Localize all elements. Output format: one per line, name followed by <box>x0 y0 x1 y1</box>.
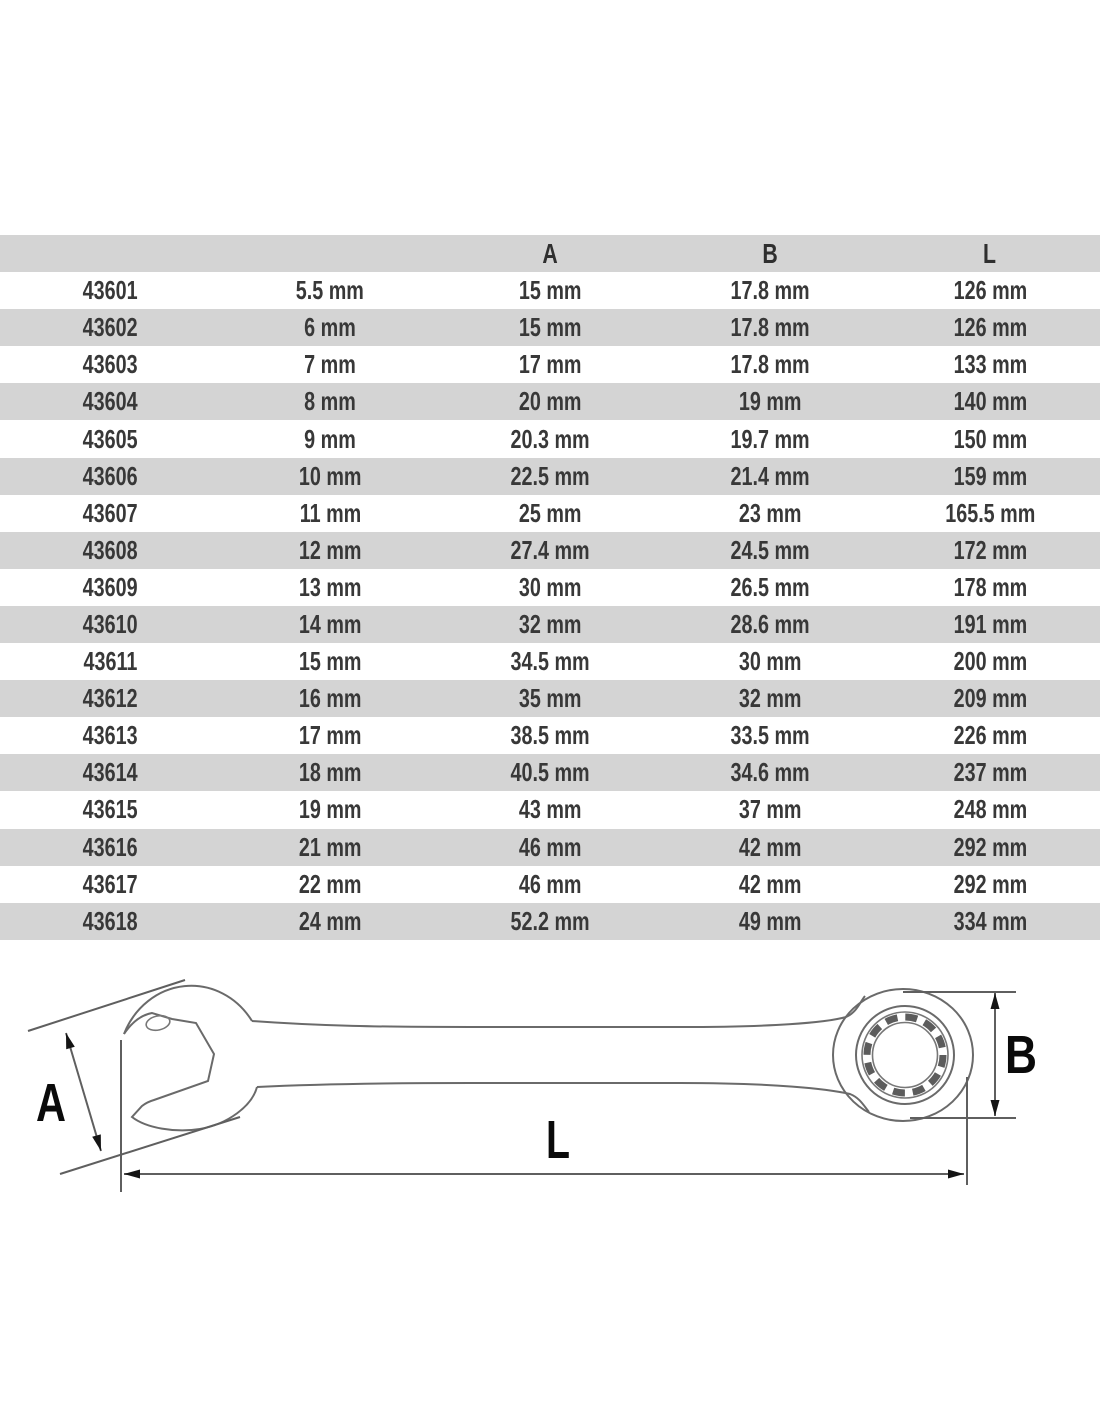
table-cell <box>220 383 440 420</box>
table-cell <box>220 754 440 791</box>
table-cell-text: 43608 <box>82 534 138 565</box>
table-cell <box>440 791 660 828</box>
table-cell <box>0 643 220 680</box>
dim-a-arrowhead-top <box>66 1033 75 1049</box>
wrench-ratchet-insert-circle <box>862 1012 948 1098</box>
table-cell <box>880 680 1100 717</box>
table-cell-text: 248 mm <box>953 794 1027 825</box>
table-cell-text: 126 mm <box>953 275 1027 306</box>
table-cell-text: 28.6 mm <box>730 608 810 639</box>
dim-label-b: B <box>1005 1025 1037 1085</box>
table-row <box>0 495 1100 532</box>
table-cell <box>220 866 440 903</box>
table-cell-text: 43607 <box>82 497 138 528</box>
table-row <box>0 680 1100 717</box>
table-cell-text: 49 mm <box>738 905 802 936</box>
table-cell <box>440 346 660 383</box>
table-cell-text: 27.4 mm <box>510 534 590 565</box>
table-cell-text: 22.5 mm <box>510 460 590 491</box>
table-cell-text: 21 mm <box>298 831 362 862</box>
table-cell-text: 30 mm <box>738 646 802 677</box>
table-cell <box>440 606 660 643</box>
table-cell <box>880 383 1100 420</box>
table-cell-text: 14 mm <box>298 608 362 639</box>
spec-table-body <box>0 272 1100 940</box>
table-cell-text: 43611 <box>83 646 137 677</box>
table-row <box>0 829 1100 866</box>
wrench-shank-top-edge <box>252 996 865 1027</box>
table-cell-text: 133 mm <box>953 349 1027 380</box>
table-cell-text: 200 mm <box>953 646 1027 677</box>
table-cell-text: 12 mm <box>298 534 362 565</box>
table-row <box>0 420 1100 457</box>
table-row <box>0 309 1100 346</box>
table-cell <box>880 606 1100 643</box>
table-cell-text: 18 mm <box>298 757 362 788</box>
table-cell-text: 15 mm <box>298 646 362 677</box>
table-cell-text: 43612 <box>82 683 138 714</box>
table-cell-text: 19.7 mm <box>730 423 810 454</box>
table-cell-text: 17 mm <box>298 720 362 751</box>
table-cell <box>880 829 1100 866</box>
spec-table-head <box>0 235 1100 272</box>
table-cell <box>660 458 880 495</box>
table-cell <box>660 606 880 643</box>
table-cell <box>660 272 880 309</box>
table-cell-text: 43610 <box>82 608 138 639</box>
table-cell-text: 140 mm <box>953 386 1027 417</box>
table-cell-text: 20 mm <box>518 386 582 417</box>
table-cell-text: 26.5 mm <box>730 571 810 602</box>
table-cell <box>880 309 1100 346</box>
table-cell-text: 24.5 mm <box>730 534 810 565</box>
table-cell-text: 15 mm <box>518 312 582 343</box>
table-cell <box>660 717 880 754</box>
table-cell <box>0 717 220 754</box>
table-cell <box>220 420 440 457</box>
table-cell <box>440 309 660 346</box>
table-cell-text: 43602 <box>82 312 138 343</box>
table-cell <box>220 903 440 940</box>
table-cell-text: 34.6 mm <box>730 757 810 788</box>
table-cell-text: 8 mm <box>304 386 356 417</box>
table-cell <box>0 791 220 828</box>
table-cell-text: 17 mm <box>518 349 582 380</box>
table-cell <box>660 643 880 680</box>
table-cell-text: 43601 <box>82 275 138 306</box>
table-cell <box>220 346 440 383</box>
table-cell-text: 226 mm <box>953 720 1027 751</box>
table-cell-text: 43604 <box>82 386 138 417</box>
table-cell-text: 7 mm <box>304 349 356 380</box>
table-cell-text: 23 mm <box>738 497 802 528</box>
table-cell-text: 178 mm <box>953 571 1027 602</box>
table-cell-text: 126 mm <box>953 312 1027 343</box>
table-cell-text: 334 mm <box>953 905 1027 936</box>
table-cell-text: 22 mm <box>298 868 362 899</box>
table-cell-text: 21.4 mm <box>730 460 810 491</box>
wrench-ratchet-inner-circle <box>873 1023 938 1088</box>
table-row <box>0 866 1100 903</box>
table-cell-text: 43609 <box>82 571 138 602</box>
header-col-size <box>220 235 440 272</box>
table-cell-text: 35 mm <box>518 683 582 714</box>
table-cell-text: 9 mm <box>304 423 356 454</box>
table-cell-text: 43 mm <box>518 794 582 825</box>
table-cell <box>660 791 880 828</box>
table-cell-text: 10 mm <box>298 460 362 491</box>
table-cell-text: 43616 <box>82 831 138 862</box>
table-cell-text: 209 mm <box>953 683 1027 714</box>
table-cell-text: 17.8 mm <box>730 275 810 306</box>
dim-b-arrowhead-top <box>991 993 1000 1009</box>
table-cell <box>880 643 1100 680</box>
table-cell-text: 43615 <box>82 794 138 825</box>
table-cell-text: 43618 <box>82 905 138 936</box>
table-cell-text: 38.5 mm <box>510 720 590 751</box>
table-cell-text: 46 mm <box>518 868 582 899</box>
table-cell-text: 32 mm <box>738 683 802 714</box>
table-cell-text: 11 mm <box>299 497 361 528</box>
dim-a-arrow-line <box>66 1033 101 1151</box>
table-cell <box>220 717 440 754</box>
table-cell <box>220 606 440 643</box>
table-cell-text: 292 mm <box>953 868 1027 899</box>
table-cell <box>880 717 1100 754</box>
table-cell-text: 43614 <box>82 757 138 788</box>
dim-l-arrowhead-right <box>948 1170 964 1179</box>
table-row <box>0 383 1100 420</box>
header-label: B <box>762 237 778 269</box>
table-cell <box>220 458 440 495</box>
table-cell <box>660 420 880 457</box>
table-cell <box>880 791 1100 828</box>
table-cell-text: 16 mm <box>298 683 362 714</box>
table-cell <box>440 866 660 903</box>
wrench-ratchet-spline-teeth <box>867 1017 943 1093</box>
table-cell-text: 172 mm <box>953 534 1027 565</box>
header-col-l <box>880 235 1100 272</box>
table-cell <box>880 754 1100 791</box>
spec-table <box>0 235 1100 940</box>
dim-a-arrowhead-bottom <box>92 1134 101 1151</box>
table-cell-text: 34.5 mm <box>510 646 590 677</box>
table-cell-text: 165.5 mm <box>944 497 1036 528</box>
table-cell-text: 150 mm <box>953 423 1027 454</box>
table-cell <box>0 903 220 940</box>
table-cell <box>0 680 220 717</box>
header-label: A <box>542 237 558 269</box>
table-cell-text: 43606 <box>82 460 138 491</box>
table-cell-text: 19 mm <box>298 794 362 825</box>
table-cell <box>880 903 1100 940</box>
table-cell <box>0 569 220 606</box>
wrench-dimension-diagram <box>0 950 1100 1230</box>
table-cell-text: 237 mm <box>953 757 1027 788</box>
table-row <box>0 272 1100 309</box>
table-cell <box>220 495 440 532</box>
table-cell-text: 52.2 mm <box>510 905 590 936</box>
dim-label-a: A <box>36 1073 66 1133</box>
table-cell <box>660 532 880 569</box>
table-cell <box>440 717 660 754</box>
table-cell <box>660 346 880 383</box>
table-cell <box>440 680 660 717</box>
table-cell-text: 30 mm <box>518 571 582 602</box>
table-cell-text: 17.8 mm <box>730 312 810 343</box>
table-cell <box>220 569 440 606</box>
table-cell <box>440 458 660 495</box>
header-col-a <box>440 235 660 272</box>
table-row <box>0 754 1100 791</box>
table-row <box>0 532 1100 569</box>
dim-a-extension-line-upper <box>28 980 185 1031</box>
table-cell <box>440 383 660 420</box>
table-cell <box>660 680 880 717</box>
wrench-ring-face-circle <box>856 1006 954 1104</box>
table-cell <box>660 754 880 791</box>
table-cell <box>440 569 660 606</box>
table-cell <box>220 309 440 346</box>
table-cell <box>0 346 220 383</box>
header-label: L <box>983 237 997 269</box>
table-cell <box>440 272 660 309</box>
table-cell <box>440 532 660 569</box>
table-cell <box>880 458 1100 495</box>
table-cell-text: 46 mm <box>518 831 582 862</box>
table-row <box>0 606 1100 643</box>
wrench-open-end-mouth-outline <box>124 1013 257 1130</box>
table-cell-text: 17.8 mm <box>730 349 810 380</box>
table-cell <box>660 866 880 903</box>
table-cell <box>440 754 660 791</box>
table-row <box>0 903 1100 940</box>
table-cell <box>880 569 1100 606</box>
table-row <box>0 643 1100 680</box>
table-cell-text: 32 mm <box>518 608 582 639</box>
table-cell-text: 43605 <box>82 423 138 454</box>
table-cell-text: 40.5 mm <box>510 757 590 788</box>
table-cell <box>0 532 220 569</box>
table-cell <box>220 272 440 309</box>
table-cell-text: 24 mm <box>298 905 362 936</box>
table-cell-text: 33.5 mm <box>730 720 810 751</box>
table-cell-text: 43603 <box>82 349 138 380</box>
table-cell <box>880 866 1100 903</box>
table-header-row <box>0 235 1100 272</box>
table-row <box>0 458 1100 495</box>
table-cell-text: 159 mm <box>953 460 1027 491</box>
table-cell <box>880 272 1100 309</box>
table-cell-text: 42 mm <box>738 868 802 899</box>
table-cell <box>0 309 220 346</box>
table-cell-text: 292 mm <box>953 831 1027 862</box>
header-col-b <box>660 235 880 272</box>
table-cell <box>440 829 660 866</box>
table-cell-text: 191 mm <box>953 608 1027 639</box>
wrench-jaw-pawl-detail <box>145 1014 171 1033</box>
table-cell <box>660 309 880 346</box>
table-cell <box>440 903 660 940</box>
table-cell-text: 20.3 mm <box>510 423 590 454</box>
table-cell <box>220 532 440 569</box>
table-cell <box>0 606 220 643</box>
wrench-shank-bottom-edge <box>257 1083 869 1112</box>
header-col-partnumber <box>0 235 220 272</box>
table-cell-text: 6 mm <box>304 312 356 343</box>
table-cell <box>220 643 440 680</box>
table-cell <box>0 458 220 495</box>
table-cell <box>0 754 220 791</box>
table-cell-text: 37 mm <box>738 794 802 825</box>
table-cell <box>880 420 1100 457</box>
table-cell <box>0 495 220 532</box>
table-cell <box>660 903 880 940</box>
table-row <box>0 791 1100 828</box>
table-row <box>0 717 1100 754</box>
table-cell <box>220 829 440 866</box>
table-cell <box>880 495 1100 532</box>
table-cell-text: 19 mm <box>738 386 802 417</box>
table-cell-text: 43613 <box>82 720 138 751</box>
table-cell <box>440 420 660 457</box>
table-cell <box>660 383 880 420</box>
table-cell <box>880 532 1100 569</box>
table-row <box>0 346 1100 383</box>
dim-b-arrowhead-bottom <box>991 1100 1000 1116</box>
table-cell <box>220 680 440 717</box>
table-cell <box>660 495 880 532</box>
dim-l-arrowhead-left <box>124 1170 140 1179</box>
table-cell-text: 43617 <box>82 868 138 899</box>
table-cell <box>0 420 220 457</box>
table-row <box>0 569 1100 606</box>
table-cell <box>440 495 660 532</box>
wrench-ring-outer-outline <box>833 989 973 1121</box>
table-cell <box>660 829 880 866</box>
table-cell-text: 5.5 mm <box>295 275 365 306</box>
table-cell <box>0 829 220 866</box>
table-cell <box>0 383 220 420</box>
dim-label-l: L <box>546 1110 570 1170</box>
table-cell <box>660 569 880 606</box>
table-cell-text: 25 mm <box>518 497 582 528</box>
table-cell <box>440 643 660 680</box>
table-cell <box>220 791 440 828</box>
table-cell-text: 42 mm <box>738 831 802 862</box>
table-cell-text: 15 mm <box>518 275 582 306</box>
table-cell <box>0 866 220 903</box>
table-cell-text: 13 mm <box>298 571 362 602</box>
table-cell <box>880 346 1100 383</box>
table-cell <box>0 272 220 309</box>
